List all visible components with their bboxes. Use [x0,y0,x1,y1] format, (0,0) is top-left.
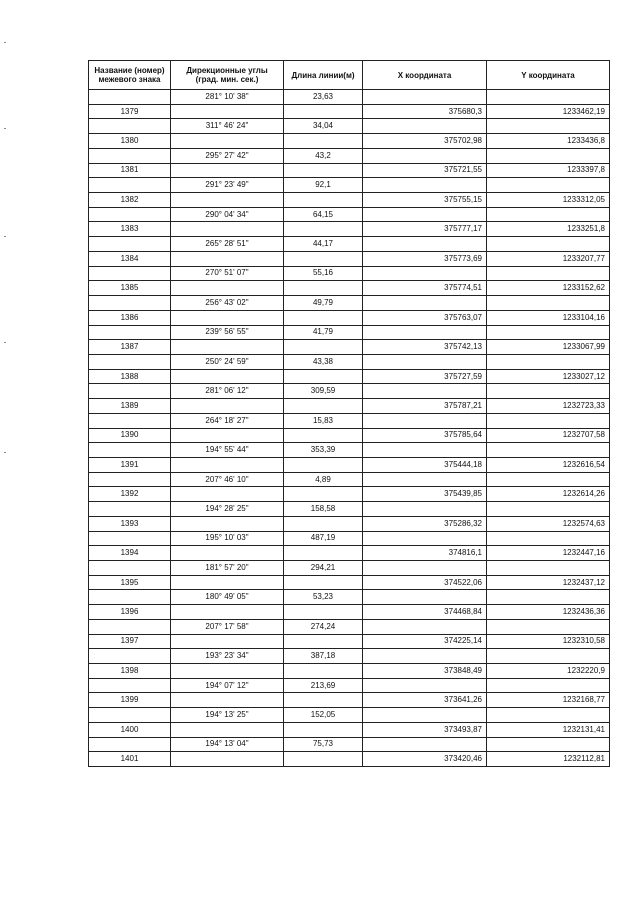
cell-direction-angle [171,134,284,149]
cell-line-length [284,369,363,384]
cell-x-coordinate [363,531,487,546]
cell-mark-name: 1399 [89,693,171,708]
table-row [89,531,610,546]
cell-x-coordinate [363,443,487,458]
table-row [89,664,610,679]
cell-direction-angle: 194° 28' 25" [171,502,284,517]
table-row [89,413,610,428]
cell-direction-angle [171,457,284,472]
cell-y-coordinate [487,325,610,340]
table-row [89,251,610,266]
cell-x-coordinate: 375680,3 [363,104,487,119]
cell-mark-name [89,207,171,222]
cell-line-length: 294,21 [284,561,363,576]
cell-mark-name [89,296,171,311]
cell-direction-angle: 180° 49' 05" [171,590,284,605]
cell-line-length [284,575,363,590]
cell-line-length [284,428,363,443]
cell-line-length: 64,15 [284,207,363,222]
table-row [89,340,610,355]
cell-line-length [284,605,363,620]
cell-direction-angle [171,487,284,502]
cell-line-length: 387,18 [284,649,363,664]
cell-x-coordinate: 375444,18 [363,457,487,472]
cell-y-coordinate [487,148,610,163]
cell-direction-angle [171,546,284,561]
cell-mark-name [89,443,171,458]
cell-x-coordinate: 375286,32 [363,516,487,531]
cell-y-coordinate: 1232168,77 [487,693,610,708]
cell-y-coordinate [487,296,610,311]
cell-x-coordinate [363,90,487,105]
cell-mark-name: 1383 [89,222,171,237]
cell-y-coordinate: 1232574,63 [487,516,610,531]
cell-mark-name [89,119,171,134]
cell-x-coordinate: 375439,85 [363,487,487,502]
cell-line-length [284,163,363,178]
cell-x-coordinate [363,296,487,311]
cell-mark-name: 1400 [89,722,171,737]
table-row [89,354,610,369]
cell-y-coordinate [487,119,610,134]
table-row [89,193,610,208]
cell-y-coordinate: 1233104,16 [487,310,610,325]
table-row [89,104,610,119]
cell-line-length [284,457,363,472]
cell-line-length: 53,23 [284,590,363,605]
cell-x-coordinate [363,678,487,693]
cell-y-coordinate [487,737,610,752]
table-row [89,90,610,105]
cell-direction-angle [171,399,284,414]
table-row [89,222,610,237]
cell-mark-name: 1398 [89,664,171,679]
header-direction-angle: Дирекционные углы (град. мин. сек.) [171,61,284,90]
cell-line-length: 309,59 [284,384,363,399]
table-row [89,148,610,163]
cell-x-coordinate [363,561,487,576]
table-row [89,178,610,193]
cell-mark-name: 1389 [89,399,171,414]
cell-x-coordinate: 374468,84 [363,605,487,620]
cell-x-coordinate: 375721,55 [363,163,487,178]
cell-line-length [284,310,363,325]
table-row [89,399,610,414]
cell-x-coordinate [363,119,487,134]
cell-y-coordinate [487,561,610,576]
cell-x-coordinate: 375727,59 [363,369,487,384]
cell-line-length [284,487,363,502]
cell-mark-name [89,678,171,693]
cell-mark-name [89,148,171,163]
cell-direction-angle [171,104,284,119]
table-row [89,487,610,502]
table-row [89,634,610,649]
cell-x-coordinate [363,708,487,723]
cell-y-coordinate [487,354,610,369]
cell-direction-angle [171,340,284,355]
header-x-coordinate: X координата [363,61,487,90]
cell-line-length: 75,73 [284,737,363,752]
cell-line-length: 41,79 [284,325,363,340]
cell-y-coordinate: 1232436,36 [487,605,610,620]
cell-y-coordinate [487,413,610,428]
cell-x-coordinate [363,472,487,487]
cell-y-coordinate [487,472,610,487]
cell-direction-angle: 295° 27' 42" [171,148,284,163]
cell-x-coordinate: 374816,1 [363,546,487,561]
cell-x-coordinate: 373848,49 [363,664,487,679]
table-body [89,90,610,767]
scan-margin-mark [4,42,6,43]
cell-direction-angle: 207° 46' 10" [171,472,284,487]
cell-direction-angle: 270° 51' 07" [171,266,284,281]
table-row [89,693,610,708]
cell-direction-angle [171,516,284,531]
cell-y-coordinate: 1232112,81 [487,752,610,767]
cell-x-coordinate: 375742,13 [363,340,487,355]
cell-line-length: 55,16 [284,266,363,281]
cell-mark-name [89,472,171,487]
cell-x-coordinate [363,384,487,399]
cell-mark-name [89,325,171,340]
cell-line-length [284,693,363,708]
cell-line-length: 213,69 [284,678,363,693]
cell-line-length [284,340,363,355]
table-row [89,516,610,531]
table-row [89,605,610,620]
cell-y-coordinate: 1233312,05 [487,193,610,208]
cell-x-coordinate [363,502,487,517]
cell-y-coordinate: 1232310,58 [487,634,610,649]
table-row [89,384,610,399]
table-row [89,752,610,767]
cell-x-coordinate [363,354,487,369]
cell-mark-name: 1391 [89,457,171,472]
cell-mark-name [89,531,171,546]
cell-direction-angle: 281° 06' 12" [171,384,284,399]
cell-x-coordinate [363,649,487,664]
cell-direction-angle [171,664,284,679]
cell-line-length [284,399,363,414]
cell-direction-angle [171,752,284,767]
cell-line-length [284,222,363,237]
table-row [89,737,610,752]
table-row [89,457,610,472]
cell-y-coordinate: 1233152,62 [487,281,610,296]
cell-direction-angle: 239° 56' 55" [171,325,284,340]
cell-y-coordinate: 1233436,8 [487,134,610,149]
cell-x-coordinate [363,325,487,340]
cell-line-length [284,134,363,149]
cell-x-coordinate [363,207,487,222]
cell-x-coordinate: 374225,14 [363,634,487,649]
cell-direction-angle: 194° 07' 12" [171,678,284,693]
table-header-row [89,61,610,90]
cell-direction-angle: 194° 55' 44" [171,443,284,458]
cell-y-coordinate [487,266,610,281]
cell-x-coordinate: 373641,26 [363,693,487,708]
cell-mark-name: 1401 [89,752,171,767]
cell-direction-angle: 311° 46' 24" [171,119,284,134]
scan-margin-mark [4,128,6,129]
table-row [89,722,610,737]
cell-mark-name: 1390 [89,428,171,443]
table-row [89,575,610,590]
cell-x-coordinate [363,266,487,281]
cell-mark-name [89,619,171,634]
cell-mark-name: 1393 [89,516,171,531]
cell-line-length: 15,83 [284,413,363,428]
cell-y-coordinate: 1232614,26 [487,487,610,502]
cell-x-coordinate: 375702,98 [363,134,487,149]
table-row [89,502,610,517]
cell-y-coordinate: 1232723,33 [487,399,610,414]
cell-direction-angle: 291° 23' 49" [171,178,284,193]
cell-y-coordinate [487,619,610,634]
cell-mark-name: 1386 [89,310,171,325]
cell-mark-name [89,266,171,281]
cell-x-coordinate [363,737,487,752]
cell-y-coordinate [487,178,610,193]
table-row [89,119,610,134]
cell-y-coordinate [487,708,610,723]
cell-direction-angle: 193° 23' 34" [171,649,284,664]
cell-x-coordinate: 375785,64 [363,428,487,443]
cell-x-coordinate: 374522,06 [363,575,487,590]
cell-mark-name: 1381 [89,163,171,178]
cell-line-length: 274,24 [284,619,363,634]
cell-line-length [284,281,363,296]
cell-mark-name [89,708,171,723]
cell-line-length: 43,38 [284,354,363,369]
table-row [89,428,610,443]
table-row [89,678,610,693]
table-row [89,649,610,664]
table-row [89,546,610,561]
cell-direction-angle [171,369,284,384]
table-row [89,207,610,222]
cell-mark-name: 1382 [89,193,171,208]
cell-y-coordinate: 1232131,41 [487,722,610,737]
cell-y-coordinate [487,649,610,664]
cell-direction-angle: 194° 13' 04" [171,737,284,752]
cell-mark-name: 1388 [89,369,171,384]
table-row [89,472,610,487]
cell-line-length: 487,19 [284,531,363,546]
cell-line-length [284,722,363,737]
cell-x-coordinate: 375787,21 [363,399,487,414]
cell-mark-name: 1387 [89,340,171,355]
cell-direction-angle [171,575,284,590]
cell-x-coordinate: 375763,07 [363,310,487,325]
cell-y-coordinate: 1232437,12 [487,575,610,590]
table-row [89,296,610,311]
cell-mark-name: 1394 [89,546,171,561]
cell-y-coordinate: 1233207,77 [487,251,610,266]
table-row [89,163,610,178]
cell-direction-angle [171,193,284,208]
scan-margin-mark [4,236,6,237]
cell-line-length: 353,39 [284,443,363,458]
cell-x-coordinate [363,178,487,193]
cell-mark-name [89,590,171,605]
cell-line-length: 43,2 [284,148,363,163]
table-row [89,310,610,325]
cell-direction-angle: 281° 10' 38" [171,90,284,105]
cell-direction-angle [171,251,284,266]
cell-y-coordinate: 1233462,19 [487,104,610,119]
cell-direction-angle: 207° 17' 58" [171,619,284,634]
cell-mark-name [89,413,171,428]
cell-line-length: 49,79 [284,296,363,311]
cell-line-length [284,752,363,767]
table-row [89,369,610,384]
cell-line-length [284,664,363,679]
cell-mark-name: 1395 [89,575,171,590]
cell-mark-name: 1392 [89,487,171,502]
cell-y-coordinate [487,678,610,693]
cell-x-coordinate: 373420,46 [363,752,487,767]
cell-y-coordinate [487,384,610,399]
table-row [89,237,610,252]
cell-line-length: 23,63 [284,90,363,105]
table-row [89,281,610,296]
cell-y-coordinate: 1232616,54 [487,457,610,472]
cell-mark-name: 1384 [89,251,171,266]
cell-y-coordinate: 1232707,58 [487,428,610,443]
table-row [89,325,610,340]
cell-mark-name: 1385 [89,281,171,296]
cell-mark-name [89,237,171,252]
table-row [89,443,610,458]
cell-x-coordinate: 375777,17 [363,222,487,237]
cell-x-coordinate: 373493,87 [363,722,487,737]
cell-y-coordinate [487,237,610,252]
cell-x-coordinate [363,590,487,605]
cell-x-coordinate: 375755,15 [363,193,487,208]
cell-x-coordinate [363,413,487,428]
cell-direction-angle [171,693,284,708]
cell-line-length [284,251,363,266]
cell-direction-angle: 181° 57' 20" [171,561,284,576]
cell-y-coordinate [487,207,610,222]
cell-direction-angle [171,163,284,178]
cell-y-coordinate [487,502,610,517]
cell-line-length [284,104,363,119]
cell-y-coordinate [487,590,610,605]
table-row [89,266,610,281]
cell-mark-name [89,178,171,193]
table-row [89,561,610,576]
cell-line-length [284,634,363,649]
cell-mark-name [89,649,171,664]
cell-x-coordinate [363,237,487,252]
cell-x-coordinate: 375773,69 [363,251,487,266]
cell-mark-name [89,384,171,399]
cell-direction-angle: 256° 43' 02" [171,296,284,311]
cell-y-coordinate: 1233027,12 [487,369,610,384]
cell-direction-angle [171,722,284,737]
cell-mark-name: 1396 [89,605,171,620]
cell-direction-angle: 195° 10' 03" [171,531,284,546]
cell-x-coordinate [363,148,487,163]
cell-line-length: 44,17 [284,237,363,252]
cell-mark-name: 1380 [89,134,171,149]
cell-y-coordinate: 1232220,9 [487,664,610,679]
boundary-coordinates-table [88,60,610,767]
cell-line-length: 4,89 [284,472,363,487]
cell-mark-name: 1379 [89,104,171,119]
cell-direction-angle: 250° 24' 59" [171,354,284,369]
cell-direction-angle [171,310,284,325]
cell-y-coordinate: 1232447,16 [487,546,610,561]
cell-direction-angle [171,222,284,237]
cell-direction-angle [171,605,284,620]
scan-margin-mark [4,342,6,343]
cell-direction-angle [171,281,284,296]
cell-y-coordinate [487,443,610,458]
cell-mark-name [89,502,171,517]
cell-y-coordinate [487,90,610,105]
cell-line-length [284,516,363,531]
cell-direction-angle: 264° 18' 27" [171,413,284,428]
cell-y-coordinate: 1233067,99 [487,340,610,355]
cell-x-coordinate: 375774,51 [363,281,487,296]
cell-mark-name [89,737,171,752]
table-row [89,590,610,605]
cell-line-length [284,546,363,561]
cell-line-length: 92,1 [284,178,363,193]
cell-line-length [284,193,363,208]
cell-mark-name [89,90,171,105]
scan-margin-mark [4,452,6,453]
cell-y-coordinate [487,531,610,546]
cell-mark-name: 1397 [89,634,171,649]
cell-line-length: 34,04 [284,119,363,134]
header-boundary-mark-name: Название (номер) межевого знака [89,61,171,90]
cell-y-coordinate: 1233251,8 [487,222,610,237]
cell-x-coordinate [363,619,487,634]
header-y-coordinate: Y координата [487,61,610,90]
cell-direction-angle: 290° 04' 34" [171,207,284,222]
cell-direction-angle [171,634,284,649]
header-line-length: Длина линии(м) [284,61,363,90]
cell-direction-angle: 194° 13' 25" [171,708,284,723]
table-row [89,708,610,723]
cell-line-length: 152,05 [284,708,363,723]
cell-line-length: 158,58 [284,502,363,517]
table-row [89,619,610,634]
cell-y-coordinate: 1233397,8 [487,163,610,178]
table-row [89,134,610,149]
cell-direction-angle [171,428,284,443]
cell-mark-name [89,561,171,576]
cell-direction-angle: 265° 28' 51" [171,237,284,252]
cell-mark-name [89,354,171,369]
